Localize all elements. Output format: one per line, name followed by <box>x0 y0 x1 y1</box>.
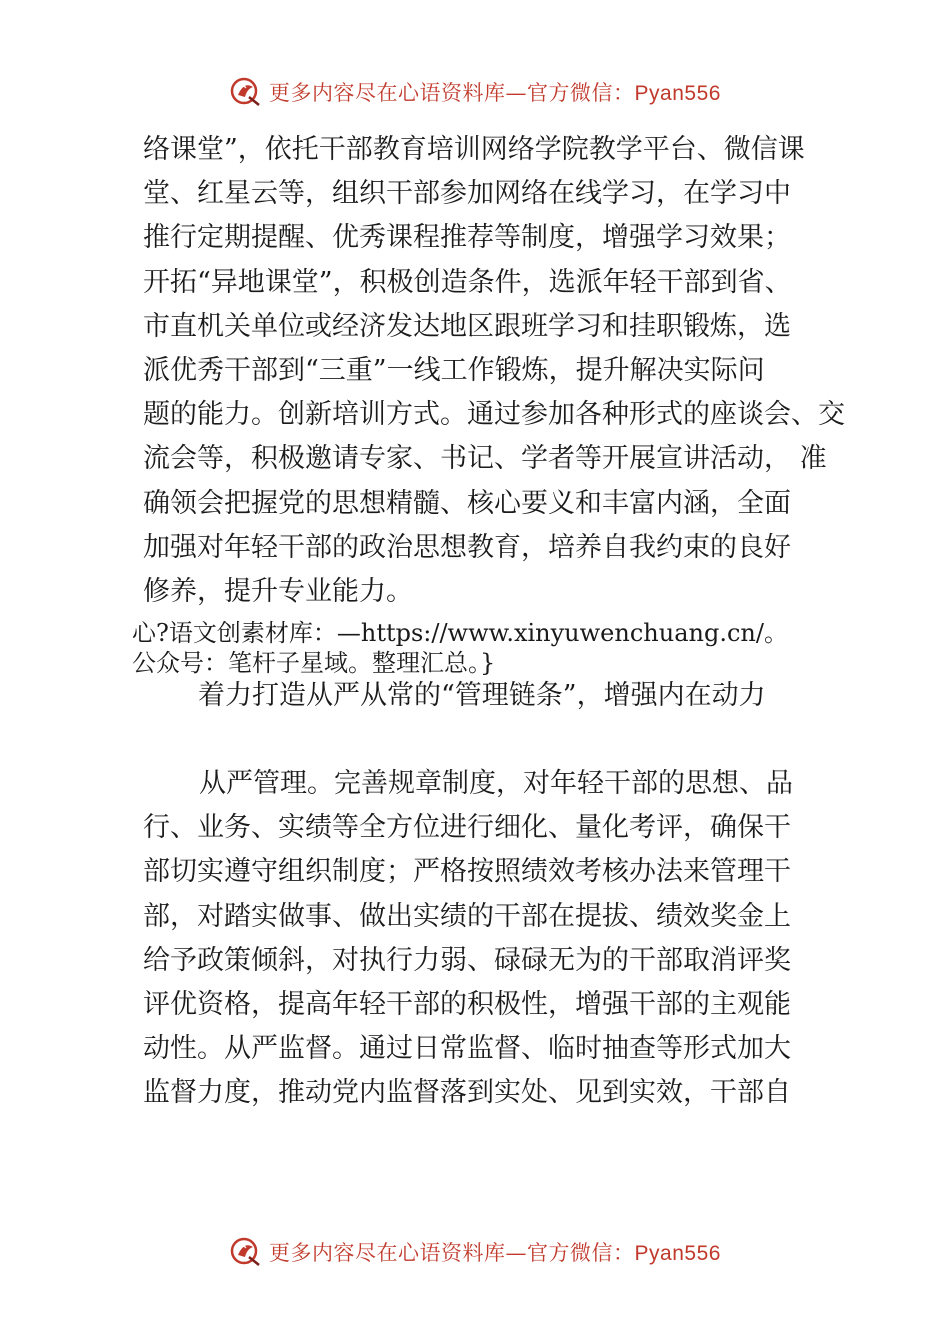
text-line: 流会等，积极邀请专家、书记、学者等开展宣讲活动， 准 <box>143 443 827 475</box>
source-note <box>132 618 832 678</box>
text-line: 修养，提升专业能力。 <box>143 575 413 607</box>
text-line: 评优资格，提高年轻干部的积极性，增强干部的主观能 <box>143 988 791 1020</box>
banner-text <box>269 1237 721 1267</box>
source-line-1: 心?语文创素材库：—https://www.xinyuwenchuang.cn/。 <box>132 619 788 647</box>
text-line: 从严管理。完善规章制度，对年轻干部的思想、品 <box>199 768 793 799</box>
text-line: 派优秀干部到“三重”一线工作锻炼，提升解决实际问 <box>143 354 765 386</box>
source-line-2: 公众号：笔杆子星域。整理汇总。} <box>132 649 496 677</box>
paragraph-management <box>143 762 813 1116</box>
text-line: 开拓“异地课堂”，积极创造条件，选派年轻干部到省、 <box>143 266 792 298</box>
text-line: 部切实遵守组织制度；严格按照绩效考核办法来管理干 <box>143 856 791 888</box>
text-line: 市直机关单位或经济发达地区跟班学习和挂职锻炼，选 <box>143 310 791 342</box>
wechat-id: Pyan556 <box>634 82 721 105</box>
header-banner <box>0 72 950 112</box>
text-line: 部，对踏实做事、做出实绩的干部在提拔、绩效奖金上 <box>143 900 791 932</box>
text-line: 推行定期提醒、优秀课程推荐等制度，增强学习效果； <box>143 222 791 254</box>
wechat-id: Pyan556 <box>634 1242 721 1265</box>
text-line: 题的能力。创新培训方式。通过参加各种形式的座谈会、交 <box>143 399 845 431</box>
text-line: 确领会把握党的思想精髓、核心要义和丰富内涵，全面 <box>143 487 791 519</box>
paragraph-training <box>143 128 845 614</box>
text-line: 动性。从严监督。通过日常监督、临时抽查等形式加大 <box>143 1033 791 1065</box>
banner-caption: 更多内容尽在心语资料库—官方微信： <box>269 1241 635 1265</box>
text-line: 加强对年轻干部的政治思想教育，培养自我约束的良好 <box>143 531 791 563</box>
text-line: 给予政策倾斜，对执行力弱、碌碌无为的干部取消评奖 <box>143 944 791 976</box>
rose-logo-icon <box>229 1235 263 1269</box>
text-line: 监督力度，推动党内监督落到实处、见到实效，干部自 <box>143 1077 791 1109</box>
text-line: 行、业务、实绩等全方位进行细化、量化考评，确保干 <box>143 812 791 844</box>
text-line: 络课堂”，依托干部教育培训网络学院教学平台、微信课 <box>143 134 805 165</box>
banner-text <box>269 77 721 107</box>
banner-caption: 更多内容尽在心语资料库—官方微信： <box>269 81 635 105</box>
text-line: 堂、红星云等，组织干部参加网络在线学习，在学习中 <box>143 178 791 210</box>
rose-logo-icon <box>229 75 263 109</box>
footer-banner <box>0 1232 950 1272</box>
section-heading: 着力打造从严从常的“管理链条”，增强内在动力 <box>198 680 766 711</box>
